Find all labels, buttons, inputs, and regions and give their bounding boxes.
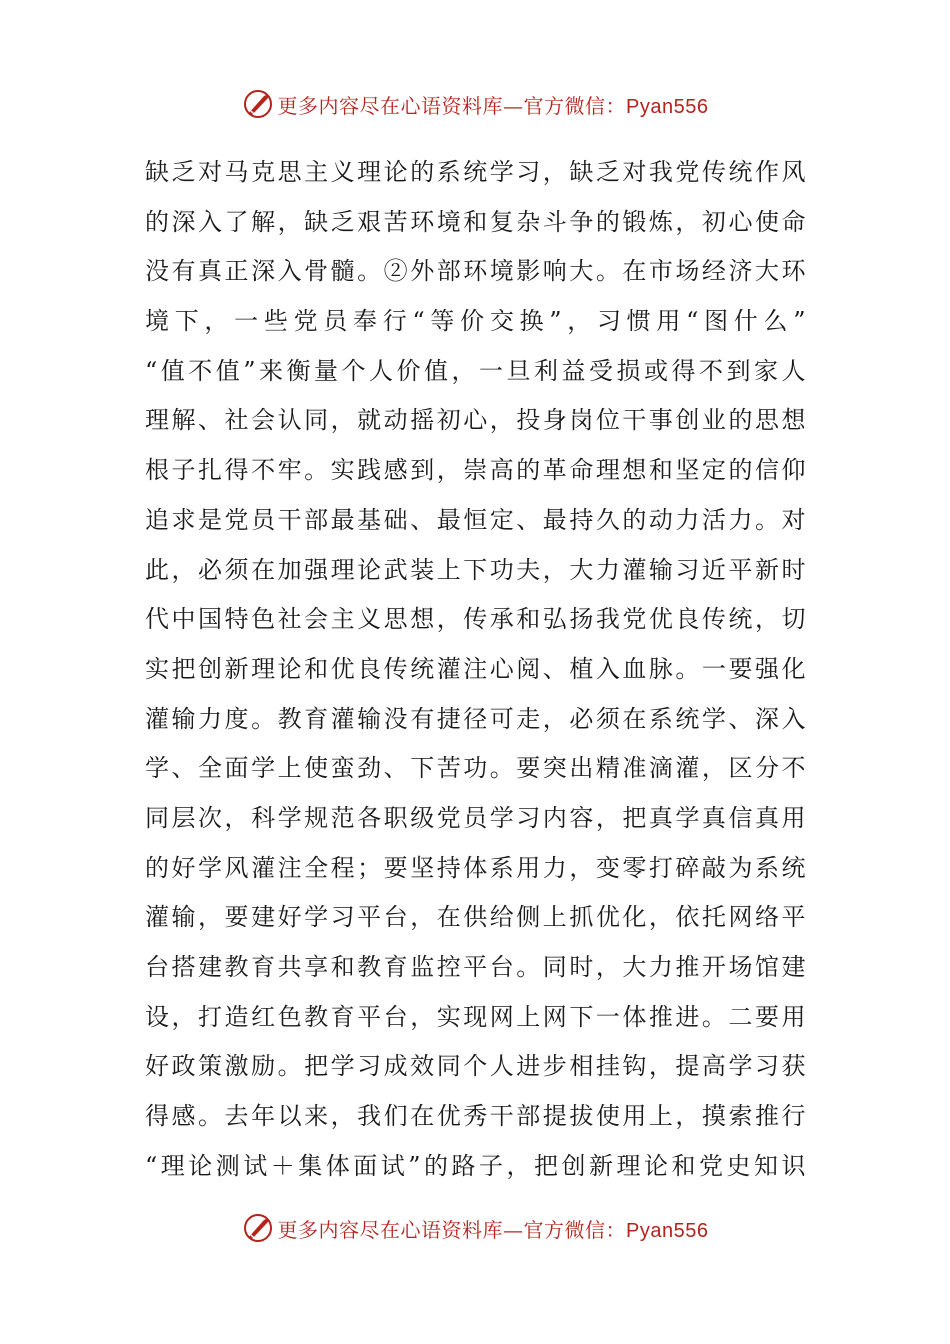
text-line: 的好学风灌注全程；要坚持体系用力，变零打碎敲为系统 bbox=[145, 853, 807, 882]
text-line: 学、全面学上使蛮劲、下苦功。要突出精准滴灌，区分不 bbox=[145, 754, 807, 783]
text-line: 缺乏对马克思主义理论的系统学习，缺乏对我党传统作风 bbox=[145, 158, 807, 186]
text-line: 灌输，要建好学习平台，在供给侧上抓优化，依托网络平 bbox=[145, 903, 807, 932]
footer-promo-text: 更多内容尽在心语资料库 bbox=[277, 1217, 504, 1242]
text-line: 代中国特色社会主义思想，传承和弘扬我党优良传统，切 bbox=[145, 605, 807, 634]
text-line: 追求是党员干部最基础、最恒定、最持久的动力活力。对 bbox=[145, 505, 807, 534]
text-line: 根子扎得不牢。实践感到，崇高的革命理想和坚定的信仰 bbox=[145, 456, 807, 485]
header-banner bbox=[0, 84, 950, 124]
header-separator: — bbox=[503, 93, 524, 118]
text-line: 同层次，科学规范各职级党员学习内容，把真学真信真用 bbox=[145, 803, 807, 832]
quill-pen-logo-icon bbox=[242, 88, 274, 120]
header-wechat-id: Pyan556 bbox=[626, 95, 709, 118]
quill-pen-logo-icon bbox=[242, 1212, 274, 1244]
text-line: “理论测试＋集体面试”的路子，把创新理论和党史知识 bbox=[145, 1151, 807, 1180]
footer-banner bbox=[0, 1208, 950, 1248]
footer-separator: — bbox=[503, 1217, 524, 1242]
text-line: 理解、社会认同，就动摇初心，投身岗位干事创业的思想 bbox=[145, 406, 807, 435]
text-line: 设，打造红色教育平台，实现网上网下一体推进。二要用 bbox=[145, 1002, 807, 1031]
header-promo bbox=[278, 90, 709, 119]
text-line: 的深入了解，缺乏艰苦环境和复杂斗争的锻炼，初心使命 bbox=[145, 207, 807, 236]
header-promo-text: 更多内容尽在心语资料库 bbox=[277, 93, 504, 118]
text-line: 实把创新理论和优良传统灌注心阅、植入血脉。一要强化 bbox=[145, 654, 807, 683]
header-wechat-label: 官方微信： bbox=[523, 93, 627, 118]
text-line: 灌输力度。教育灌输没有捷径可走，必须在系统学、深入 bbox=[145, 704, 807, 733]
text-line: 好政策激励。把学习成效同个人进步相挂钩，提高学习获 bbox=[145, 1052, 807, 1081]
body-paragraph bbox=[145, 148, 807, 1191]
text-line: 得感。去年以来，我们在优秀干部提拔使用上，摸索推行 bbox=[145, 1102, 807, 1131]
text-line: 台搭建教育共享和教育监控平台。同时，大力推开场馆建 bbox=[145, 953, 807, 981]
footer-promo bbox=[278, 1214, 709, 1243]
footer-wechat-label: 官方微信： bbox=[523, 1217, 627, 1242]
text-line: “值不值”来衡量个人价值，一旦利益受损或得不到家人 bbox=[145, 356, 807, 385]
text-line: 境下，一些党员奉行“等价交换”，习惯用“图什么” bbox=[145, 307, 807, 336]
footer-wechat-id: Pyan556 bbox=[626, 1219, 709, 1242]
text-line: 没有真正深入骨髓。②外部环境影响大。在市场经济大环 bbox=[145, 257, 807, 286]
text-line: 此，必须在加强理论武装上下功夫，大力灌输习近平新时 bbox=[145, 555, 807, 584]
